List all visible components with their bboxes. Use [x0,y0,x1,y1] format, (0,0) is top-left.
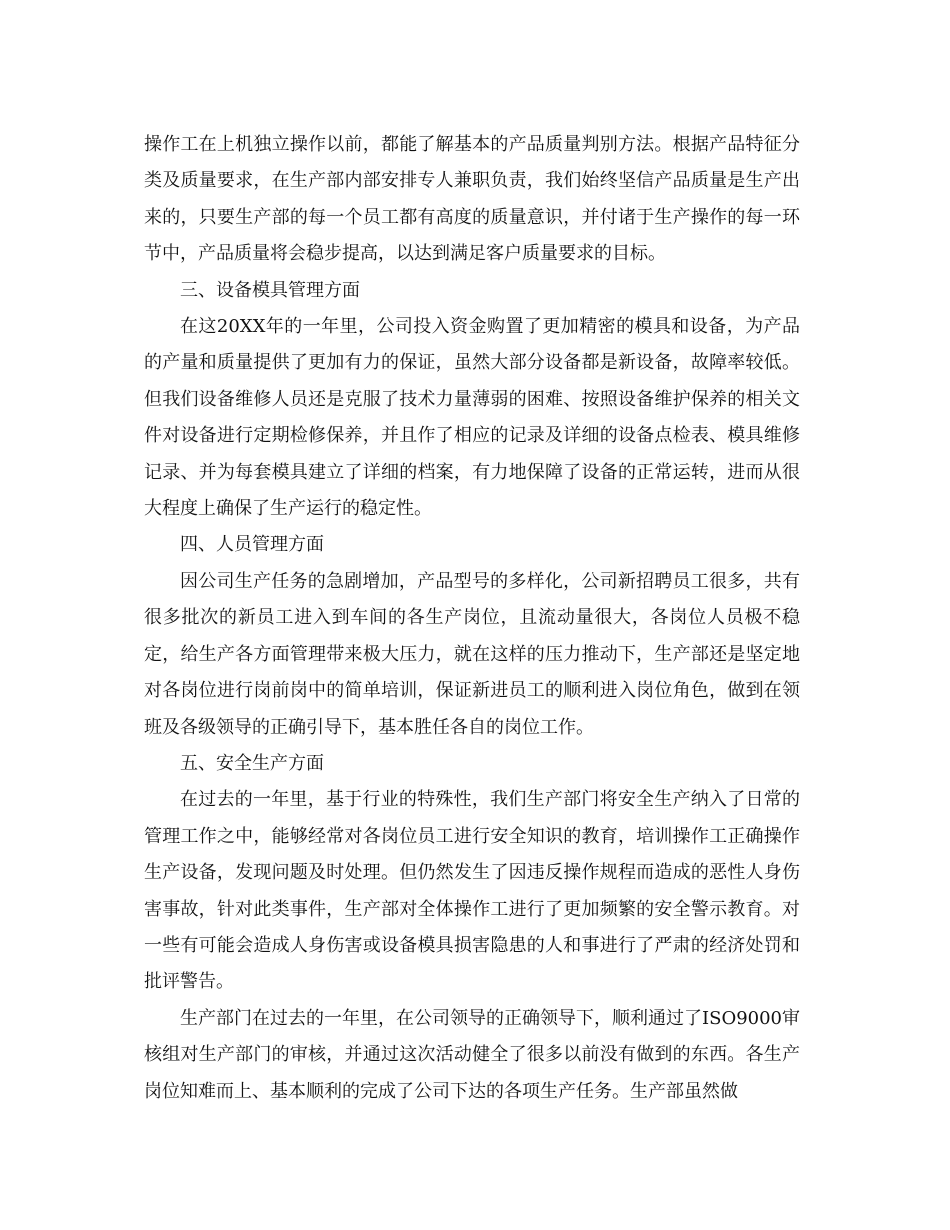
section-heading-personnel: 四、人员管理方面 [180,534,324,556]
section-heading-equipment: 三、设备模具管理方面 [180,279,360,301]
paragraph-quality-continued: 操作工在上机独立操作以前，都能了解基本的产品质量判别方法。根据产品特征分类及质量要求，在生产部内部安排专人兼职负责，我们始终坚信产品质量是生产出来的，只要生产部的每一个员工都有高度的质量意识，并付诸于生产操作的每一环节中，产品质量将会稳步提高，以达到满足客户质量要求的目标。 [144,134,800,265]
paragraph-summary: 生产部门在过去的一年里，在公司领导的正确领导下，顺利通过了ISO9000审核组对生产部门的审核，并通过这次活动健全了很多以前没有做到的东西。各生产岗位知难而上、基本顺利的完成了公司下达的各项生产任务。生产部虽然做 [144,1007,801,1102]
paragraph-equipment: 在这20XX年的一年里，公司投入资金购置了更加精密的模具和设备，为产品的产量和质量提供了更加有力的保证，虽然大部分设备都是新设备，故障率较低。但我们设备维修人员还是克服了技术力量薄弱的困难、按照设备维护保养的相关文件对设备进行定期检修保养，并且作了相应的记录及详细的设备点检表、模具维修记录、并为每套模具建立了详细的档案，有力地保障了设备的正常运转，进而从很大程度上确保了生产运行的稳定性。 [144,316,800,520]
paragraph-safety: 在过去的一年里，基于行业的特殊性，我们生产部门将安全生产纳入了日常的管理工作之中，能够经常对各岗位员工进行安全知识的教育，培训操作工正确操作生产设备，发现问题及时处理。但仍然发生了因违反操作规程而造成的恶性人身伤害事故，针对此类事件，生产部对全体操作工进行了更加频繁的安全警示教育。对一些有可能会造成人身伤害或设备模具损害隐患的人和事进行了严肃的经济处罚和批评警告。 [144,789,800,993]
section-heading-safety: 五、安全生产方面 [180,752,324,774]
document-body [144,127,800,1110]
paragraph-personnel: 因公司生产任务的急剧增加，产品型号的多样化，公司新招聘员工很多，共有很多批次的新员工进入到车间的各生产岗位，且流动量很大，各岗位人员极不稳定，给生产各方面管理带来极大压力，就在这样的压力推动下，生产部还是坚定地对各岗位进行岗前岗中的简单培训，保证新进员工的顺利进入岗位角色，做到在领班及各级领导的正确引导下，基本胜任各自的岗位工作。 [144,570,800,738]
